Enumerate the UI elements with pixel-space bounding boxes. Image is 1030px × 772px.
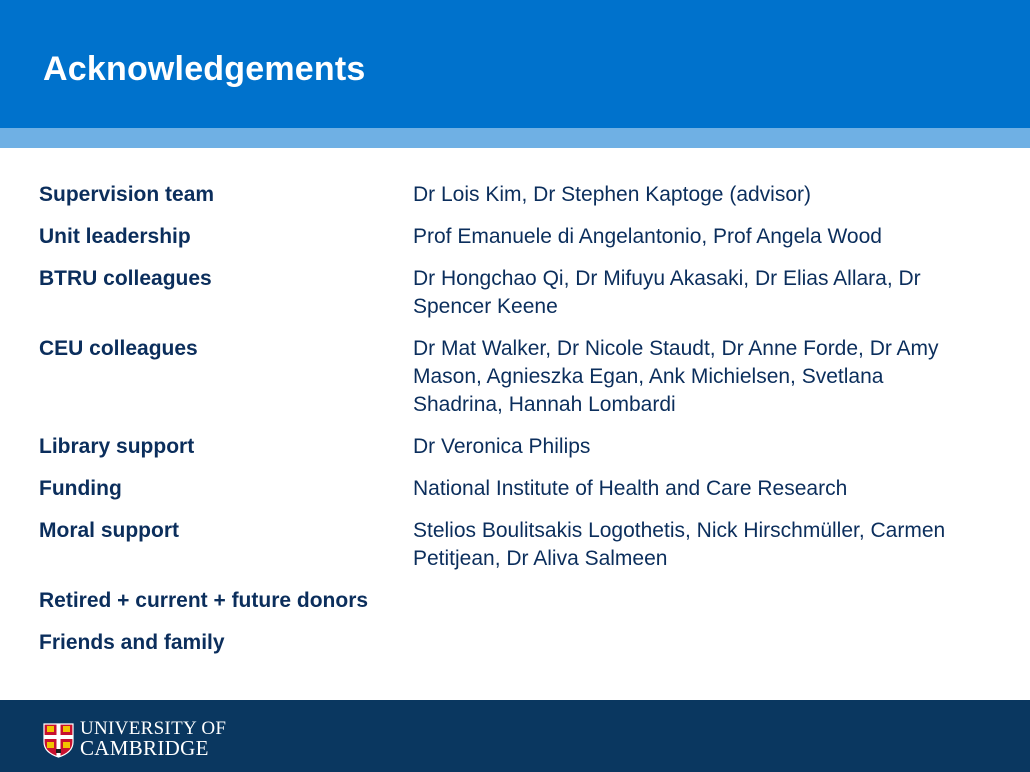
row-label: Library support: [39, 435, 195, 458]
acknowledgement-row-supervision: [0, 181, 1030, 209]
wordmark-line-1: UNIVERSITY OF: [80, 718, 227, 739]
acknowledgement-list: [0, 181, 1030, 671]
wordmark-line-2: CAMBRIDGE: [80, 736, 209, 760]
acknowledgement-row-funding: [0, 475, 1030, 503]
slide-header: [0, 0, 1030, 128]
slide-footer: [0, 700, 1030, 772]
acknowledgement-row-unit-leadership: [0, 223, 1030, 251]
row-label: CEU colleagues: [39, 337, 198, 360]
row-value: National Institute of Health and Care Research: [413, 477, 848, 500]
row-value: [413, 629, 958, 657]
row-label: Moral support: [39, 519, 179, 542]
acknowledgement-row-moral-support: [0, 517, 1030, 573]
row-value: [413, 587, 958, 615]
row-label: Retired + current + future donors: [39, 589, 369, 612]
row-value: Dr Hongchao Qi, Dr Mifuyu Akasaki, Dr Elias Allara, Dr Spencer Keene: [413, 267, 921, 318]
acknowledgement-row-library: [0, 433, 1030, 461]
acknowledgement-row-btru: [0, 265, 1030, 321]
row-value: Dr Mat Walker, Dr Nicole Staudt, Dr Anne Forde, Dr Amy Mason, Agnieszka Egan, Ank Michielsen, Svetlana Shadrina, Hannah Lombardi: [413, 337, 939, 416]
row-label: BTRU colleagues: [39, 267, 212, 290]
row-value: Dr Veronica Philips: [413, 435, 591, 458]
row-value: Stelios Boulitsakis Logothetis, Nick Hirschmüller, Carmen Petitjean, Dr Aliva Salmeen: [413, 519, 946, 570]
cambridge-crest-icon: [43, 723, 74, 758]
university-wordmark: [80, 719, 226, 759]
row-value: Dr Lois Kim, Dr Stephen Kaptoge (advisor): [413, 183, 812, 206]
row-label: Friends and family: [39, 631, 225, 654]
acknowledgement-row-ceu: [0, 335, 1030, 419]
slide-title: Acknowledgements: [43, 50, 366, 88]
row-label: Supervision team: [39, 183, 215, 206]
header-stripe: [0, 128, 1030, 148]
row-label: Unit leadership: [39, 225, 191, 248]
row-value: Prof Emanuele di Angelantonio, Prof Angela Wood: [413, 225, 882, 248]
acknowledgement-row-friends-family: [0, 629, 1030, 657]
row-label: Funding: [39, 477, 122, 500]
acknowledgement-row-donors: [0, 587, 1030, 615]
